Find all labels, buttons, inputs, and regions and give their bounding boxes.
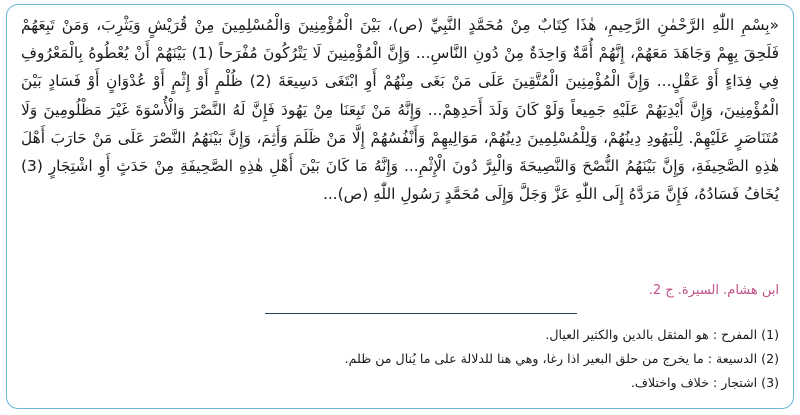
footnote-divider xyxy=(265,313,577,314)
footnotes-list xyxy=(21,323,779,395)
document-main-text: «بِسْمِ اللّٰهِ الرَّحْمٰنِ الرَّحِيمِ، هٰذَا كِتَابٌ مِنْ مُحَمَّدٍ النَّبِيِّ (ص)، بَيْنَ الْمُؤْمِنِينَ وَالْمُسْلِمِينَ مِنْ قُرَيْشٍ وَيَثْرِبَ، وَمَنْ تَبِعَهُمْ فَلَحِقَ بِهِمْ وَجَاهَدَ مَعَهُمْ، إِنَّهُمْ أُمَّةٌ وَاحِدَةٌ مِنْ دُونِ النَّاسِ... وَإِنَّ الْمُؤْمِنِينَ لَا يَتْرُكُونَ مُفْرَحاً (1) بَيْنَهُمْ أَنْ يُعْطُوهُ بِالْمَعْرُوفِ فِي فِدَاءٍ أَوْ عَقْلٍ... وَإِنَّ الْمُؤْمِنِينَ الْمُتَّقِينَ عَلَى مَنْ بَغَى مِنْهُمْ أَوِ ابْتَغَى دَسِيعَةَ (2) ظُلْمٍ أَوْ إِثْمٍ أَوْ عُدْوَانٍ أَوْ فَسَادٍ بَيْنَ الْمُؤْمِنِينَ، وَإِنَّ أَيْدِيَهُمْ عَلَيْهِ جَمِيعاً وَلَوْ كَانَ وَلَدَ أَحَدِهِمْ... وَإِنَّهُ مَنْ تَبِعَنَا مِنْ يَهُودَ فَإِنَّ لَهُ النَّصْرَ وَالْأُسْوَةَ غَيْرَ مَظْلُومِينَ وَلَا مُتَنَاصَرٍ عَلَيْهِمْ. لِلْيَهُودِ دِينُهُمْ، وَلِلْمُسْلِمِينَ دِينُهُمْ، مَوَالِيهِمْ وَأَنْفُسُهُمْ إِلَّا مَنْ ظَلَمَ وَأَثِمَ، وَإِنَّ بَيْنَهُمُ النَّصْرَ عَلَى مَنْ حَارَبَ أَهْلَ هٰذِهِ الصَّحِيفَةِ، وَإِنَّ بَيْنَهُمُ النُّصْحَ وَالنَّصِيحَةَ وَالْبِرَّ دُونَ الْإِثْمِ... وَإِنَّهُ مَا كَانَ بَيْنَ أَهْلِ هٰذِهِ الصَّحِيفَةِ مِنْ حَدَثٍ أَوِ اشْتِجَارٍ (3) يُخَافُ فَسَادُهُ، فَإِنَّ مَرَدَّهُ إِلَى اللّٰهِ عَزَّ وَجَلَّ وَإِلَى مُحَمَّدٍ رَسُولِ اللّٰهِ (ص)... xyxy=(21,16,780,204)
footnote-item: (2) الدسيعة : ما يخرج من حلق البعير اذا رغا، وهي هنا للدلالة على ما يُنال من ظلم. xyxy=(344,351,779,366)
source-citation: ابن هشام. السيرة. ج 2. xyxy=(648,283,779,298)
footnote-item: (3) اشتجار : خلاف واختلاف. xyxy=(630,375,779,390)
footnote-item: (1) المفرح : هو المثقل بالدين والكثير العيال. xyxy=(545,327,779,342)
document-frame xyxy=(6,4,794,409)
